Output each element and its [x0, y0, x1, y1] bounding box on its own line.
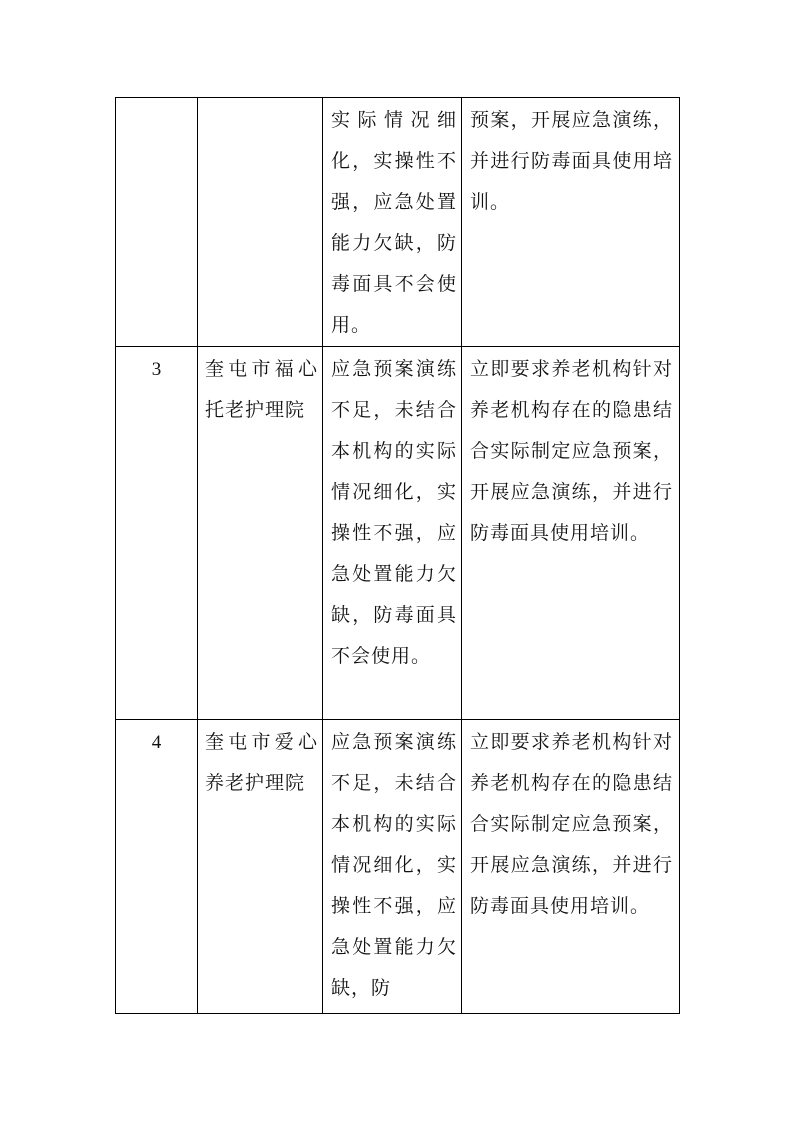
table-row	[116, 98, 680, 347]
table-row	[116, 347, 680, 720]
table-row	[116, 720, 680, 1014]
measure-text: 立即要求养老机构针对养老机构存在的隐患结合实际制定应急预案，开展应急演练，并进行防毒面具使用培训。	[470, 731, 673, 917]
institution-name-cell	[198, 720, 323, 1014]
serial-number-cell	[116, 720, 198, 1014]
institution-name-cell	[198, 347, 323, 720]
issue-text: 应急预案演练不足，未结合本机构的实际情况细化，实操性不强，应急处置能力欠缺，防	[331, 731, 457, 999]
measure-text: 立即要求养老机构针对养老机构存在的隐患结合实际制定应急预案，开展应急演练，并进行防毒面具使用培训。	[470, 358, 673, 544]
issue-cell	[323, 98, 462, 347]
institution-name	[198, 98, 322, 100]
institution-name: 奎屯市福心托老护理院	[205, 358, 318, 421]
measure-cell	[462, 720, 680, 1014]
serial-number: 4	[151, 732, 162, 753]
institution-name-cell	[198, 98, 323, 347]
issue-cell	[323, 720, 462, 1014]
serial-number	[116, 98, 197, 100]
hazard-rectification-table	[115, 97, 680, 1014]
serial-number: 3	[151, 359, 162, 380]
issue-cell	[323, 347, 462, 720]
serial-number-cell	[116, 98, 198, 347]
issue-text: 应急预案演练不足，未结合本机构的实际情况细化，实操性不强，应急处置能力欠缺，防毒面具不会使用。	[331, 358, 457, 667]
measure-cell	[462, 98, 680, 347]
institution-name: 奎屯市爱心养老护理院	[205, 731, 318, 794]
measure-text: 预案，开展应急演练，并进行防毒面具使用培训。	[470, 109, 673, 213]
issue-text: 实际情况细化，实操性不强，应急处置能力欠缺，防毒面具不会使用。	[331, 109, 457, 336]
measure-cell	[462, 347, 680, 720]
serial-number-cell	[116, 347, 198, 720]
